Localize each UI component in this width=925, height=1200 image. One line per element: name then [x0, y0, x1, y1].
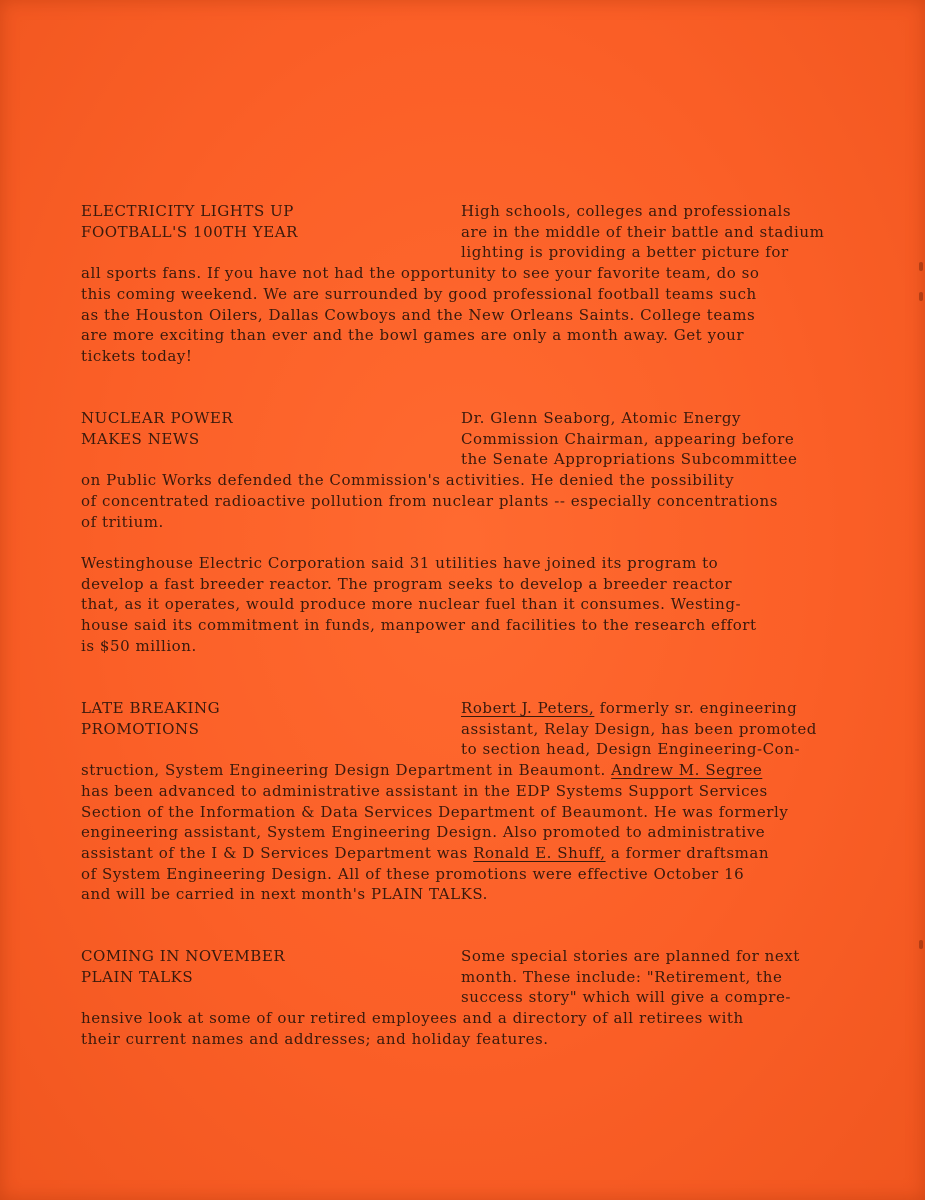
text-line: is $50 million. — [81, 636, 197, 655]
text-line: the Senate Appropriations Subcommittee — [461, 450, 798, 469]
article-heading — [81, 698, 441, 739]
article-football — [81, 201, 881, 367]
text-line: on Public Works defended the Commission's activities. He denied the possibility — [81, 471, 735, 490]
text-line: success story" which will give a compre- — [461, 988, 791, 1007]
article-head — [81, 698, 881, 760]
lead-text — [461, 408, 881, 470]
text-line: their current names and addresses; and holiday features. — [81, 1029, 549, 1048]
text-line: Some special stories are planned for next — [461, 947, 800, 965]
text-line: develop a fast breeder reactor. The program seeks to develop a breeder reactor — [81, 574, 733, 593]
body-text — [81, 470, 881, 532]
heading-line: NUCLEAR POWER — [81, 409, 234, 427]
text-line — [461, 698, 881, 719]
text-line: Westinghouse Electric Corporation said 31 utilities have joined its program to — [81, 553, 719, 572]
text-line — [81, 760, 881, 781]
text-line: assistant, Relay Design, has been promoted — [461, 719, 817, 738]
text-line: this coming weekend. We are surrounded by good professional football teams such — [81, 284, 757, 303]
article-head — [81, 946, 881, 1008]
text-line: of concentrated radioactive pollution from nuclear plants -- especially concentrations — [81, 491, 778, 510]
text-fragment: a former draftsman — [605, 843, 770, 862]
paragraph-gap — [81, 532, 881, 553]
text-line: house said its commitment in funds, manpower and facilities to the research effort — [81, 616, 757, 635]
text-line: to section head, Design Engineering-Con- — [461, 740, 801, 759]
text-line: hensive look at some of our retired employees and a directory of all retirees with — [81, 1009, 744, 1028]
person-name: Andrew M. Segree — [611, 761, 763, 780]
article-head — [81, 408, 881, 470]
text-line: are more exciting than ever and the bowl games are only a month away. Get your — [81, 326, 745, 345]
show-through-watermark — [468, 120, 492, 188]
text-line: Dr. Glenn Seaborg, Atomic Energy — [461, 409, 742, 427]
article-promotions — [81, 698, 881, 905]
body-text — [81, 760, 881, 905]
text-line: all sports fans. If you have not had the opportunity to see your favorite team, do so — [81, 264, 760, 283]
paper-edge-mark — [919, 940, 923, 949]
text-line: and will be carried in next month's PLAIN TALKS. — [81, 885, 488, 904]
paper-edge-mark — [919, 292, 923, 301]
text-line: of System Engineering Design. All of these promotions were effective October 16 — [81, 864, 745, 883]
article-coming-in-november — [81, 946, 881, 1050]
article-heading — [81, 946, 441, 987]
person-name: Ronald E. Shuff, — [473, 843, 606, 862]
text-line: lighting is providing a better picture for — [461, 243, 789, 262]
body-text — [81, 263, 881, 367]
article-heading — [81, 201, 441, 242]
text-line: month. These include: "Retirement, the — [461, 967, 783, 986]
text-line: engineering assistant, System Engineering Design. Also promoted to administrative — [81, 823, 766, 842]
heading-line: COMING IN NOVEMBER — [81, 947, 286, 965]
text-line: are in the middle of their battle and stadium — [461, 222, 825, 241]
body-text — [81, 1008, 881, 1049]
article-heading — [81, 408, 441, 449]
heading-line: FOOTBALL'S 100TH YEAR — [81, 222, 298, 241]
person-name: Robert J. Peters, — [461, 699, 595, 717]
paper-edge-mark — [919, 262, 923, 271]
text-line: High schools, colleges and professionals — [461, 202, 792, 220]
heading-line: MAKES NEWS — [81, 429, 200, 448]
lead-text — [461, 201, 881, 263]
text-line: Commission Chairman, appearing before — [461, 429, 795, 448]
text-line: has been advanced to administrative assistant in the EDP Systems Support Services — [81, 781, 768, 800]
text-line: Section of the Information & Data Services Department of Beaumont. He was formerly — [81, 802, 789, 821]
body-text — [81, 553, 881, 657]
text-line — [81, 843, 881, 864]
text-fragment: assistant of the I & D Services Department was — [81, 843, 474, 862]
text-line: that, as it operates, would produce more nuclear fuel than it consumes. Westing- — [81, 595, 742, 614]
lead-text — [461, 698, 881, 760]
text-line: as the Houston Oilers, Dallas Cowboys and the New Orleans Saints. College teams — [81, 305, 756, 324]
heading-line: PLAIN TALKS — [81, 967, 194, 986]
heading-line: ELECTRICITY LIGHTS UP — [81, 202, 294, 220]
text-fragment: struction, System Engineering Design Department in Beaumont. — [81, 761, 612, 780]
article-nuclear-power — [81, 408, 881, 656]
heading-line: LATE BREAKING — [81, 699, 221, 717]
article-head — [81, 201, 881, 263]
text-line: tickets today! — [81, 346, 193, 365]
lead-text — [461, 946, 881, 1008]
text-line: of tritium. — [81, 512, 164, 531]
text-fragment: formerly sr. engineering — [594, 699, 798, 717]
heading-line: PROMOTIONS — [81, 719, 200, 738]
